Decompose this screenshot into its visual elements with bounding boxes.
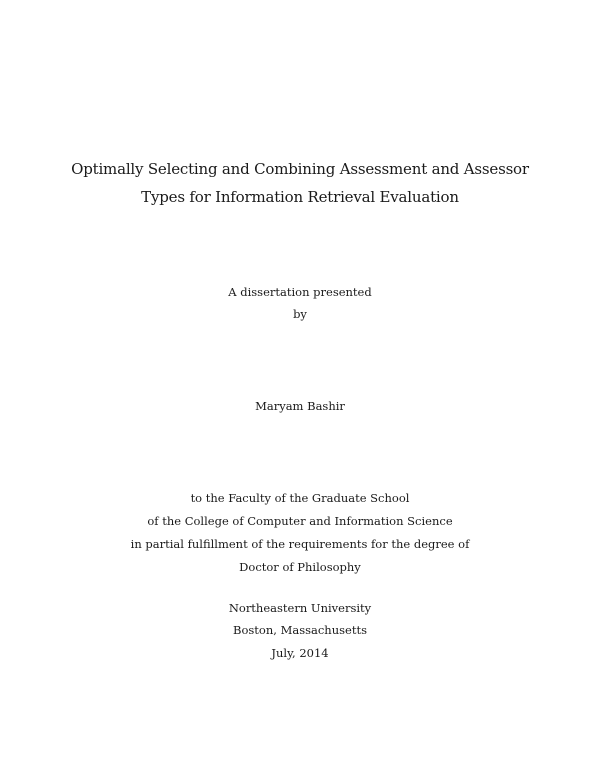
presented-by-line: by — [293, 307, 307, 321]
title-line-2: Types for Information Retrieval Evaluation — [141, 188, 459, 206]
submission-date: July, 2014 — [271, 646, 329, 660]
submission-line-3: in partial fulfillment of the requirements for the degree of — [130, 537, 470, 551]
presented-line: A dissertation presented — [228, 285, 372, 299]
submission-line-2: of the College of Computer and Information Science — [147, 514, 453, 528]
author-name: Maryam Bashir — [255, 399, 345, 413]
submission-line-1: to the Faculty of the Graduate School — [190, 491, 410, 505]
title-line-1: Optimally Selecting and Combining Assessment and Assessor — [71, 160, 529, 178]
university-name: Northeastern University — [228, 601, 372, 615]
university-location: Boston, Massachusetts — [233, 623, 367, 637]
degree-name: Doctor of Philosophy — [239, 560, 361, 574]
